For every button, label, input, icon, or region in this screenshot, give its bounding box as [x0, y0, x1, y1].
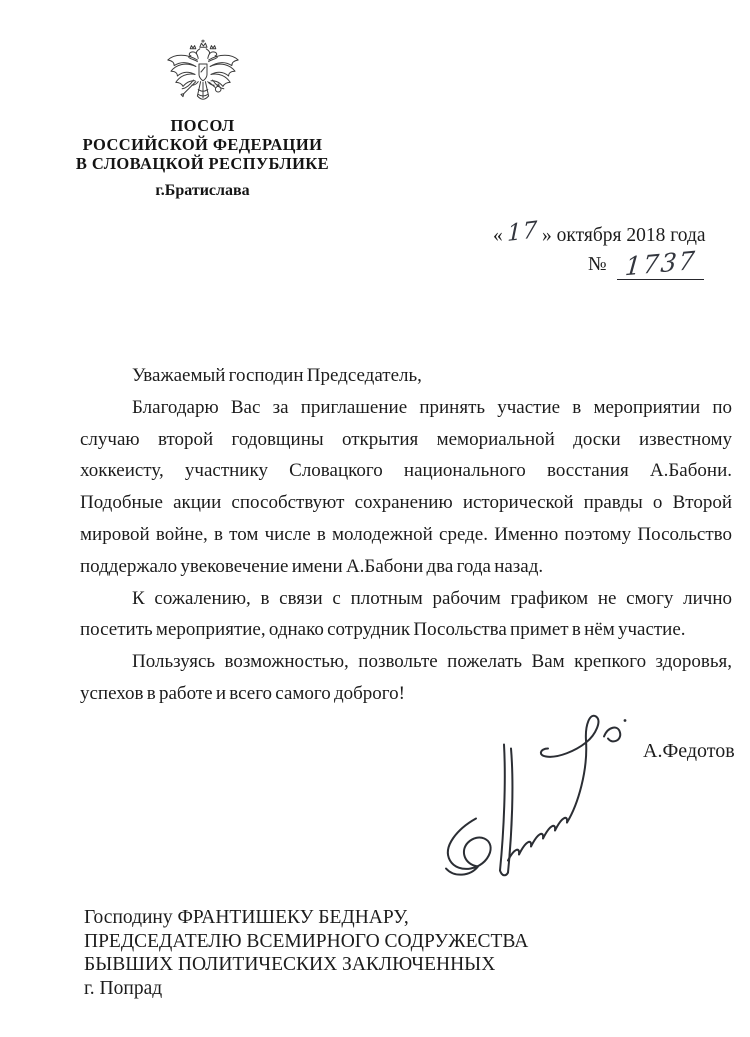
body-line: случаю второй годовщины открытия мемориальной доски известному: [80, 428, 732, 450]
date-line: [493, 216, 738, 248]
handwritten-signature: [438, 698, 638, 893]
body-line: поддержало увековечение имени А.Бабони два года назад.: [80, 555, 544, 577]
body-line: К сожалению, в связи с плотным рабочим графиком не смогу лично: [132, 587, 732, 609]
letterhead: [40, 116, 365, 200]
letter-body: [80, 360, 732, 710]
recipient-block: [84, 906, 528, 1000]
body-line: Благодарю Вас за приглашение принять участие в мероприятии по: [132, 396, 732, 418]
handwritten-number: 1737: [623, 245, 698, 282]
letterhead-title-line: РОССИЙСКОЙ ФЕДЕРАЦИИ: [82, 135, 323, 154]
recipient-line: Господину ФРАНТИШЕКУ БЕДНАРУ,: [84, 907, 409, 928]
salutation: Уважаемый господин Председатель,: [132, 365, 422, 386]
body-line: посетить мероприятие, однако сотрудник Посольства примет в нём участие.: [80, 619, 686, 641]
signer-name: А.Федотов: [643, 740, 735, 762]
body-line: Подобные акции способствуют сохранению исторической правды о Второй: [80, 492, 732, 514]
russia-coat-of-arms-icon: [163, 38, 243, 114]
document-number-line: [588, 247, 704, 280]
number-sign: №: [588, 254, 607, 275]
body-line: успехов в работе и всего самого доброго!: [80, 682, 405, 704]
body-line: хоккеисту, участнику Словацкого национального восстания А.Бабони.: [80, 460, 732, 482]
letterhead-city: г.Братислава: [155, 182, 250, 199]
recipient-city: г. Попрад: [84, 977, 163, 999]
number-underline: [617, 247, 705, 280]
letterhead-title-line: В СЛОВАЦКОЙ РЕСПУБЛИКЕ: [75, 154, 330, 173]
body-line: Пользуясь возможностью, позвольте пожелать Вам крепкого здоровья,: [132, 651, 732, 673]
body-line: мировой войне, в том числе в молодежной среде. Именно поэтому Посольство: [80, 523, 732, 545]
date-rest: » октября 2018 года: [542, 225, 706, 246]
handwritten-day: 17: [506, 216, 539, 248]
letterhead-title-line: ПОСОЛ: [170, 116, 235, 135]
open-quote: «: [493, 225, 503, 246]
recipient-line: ПРЕДСЕДАТЕЛЮ ВСЕМИРНОГО СОДРУЖЕСТВА: [84, 930, 529, 952]
recipient-line: БЫВШИХ ПОЛИТИЧЕСКИХ ЗАКЛЮЧЕННЫХ: [84, 954, 496, 975]
